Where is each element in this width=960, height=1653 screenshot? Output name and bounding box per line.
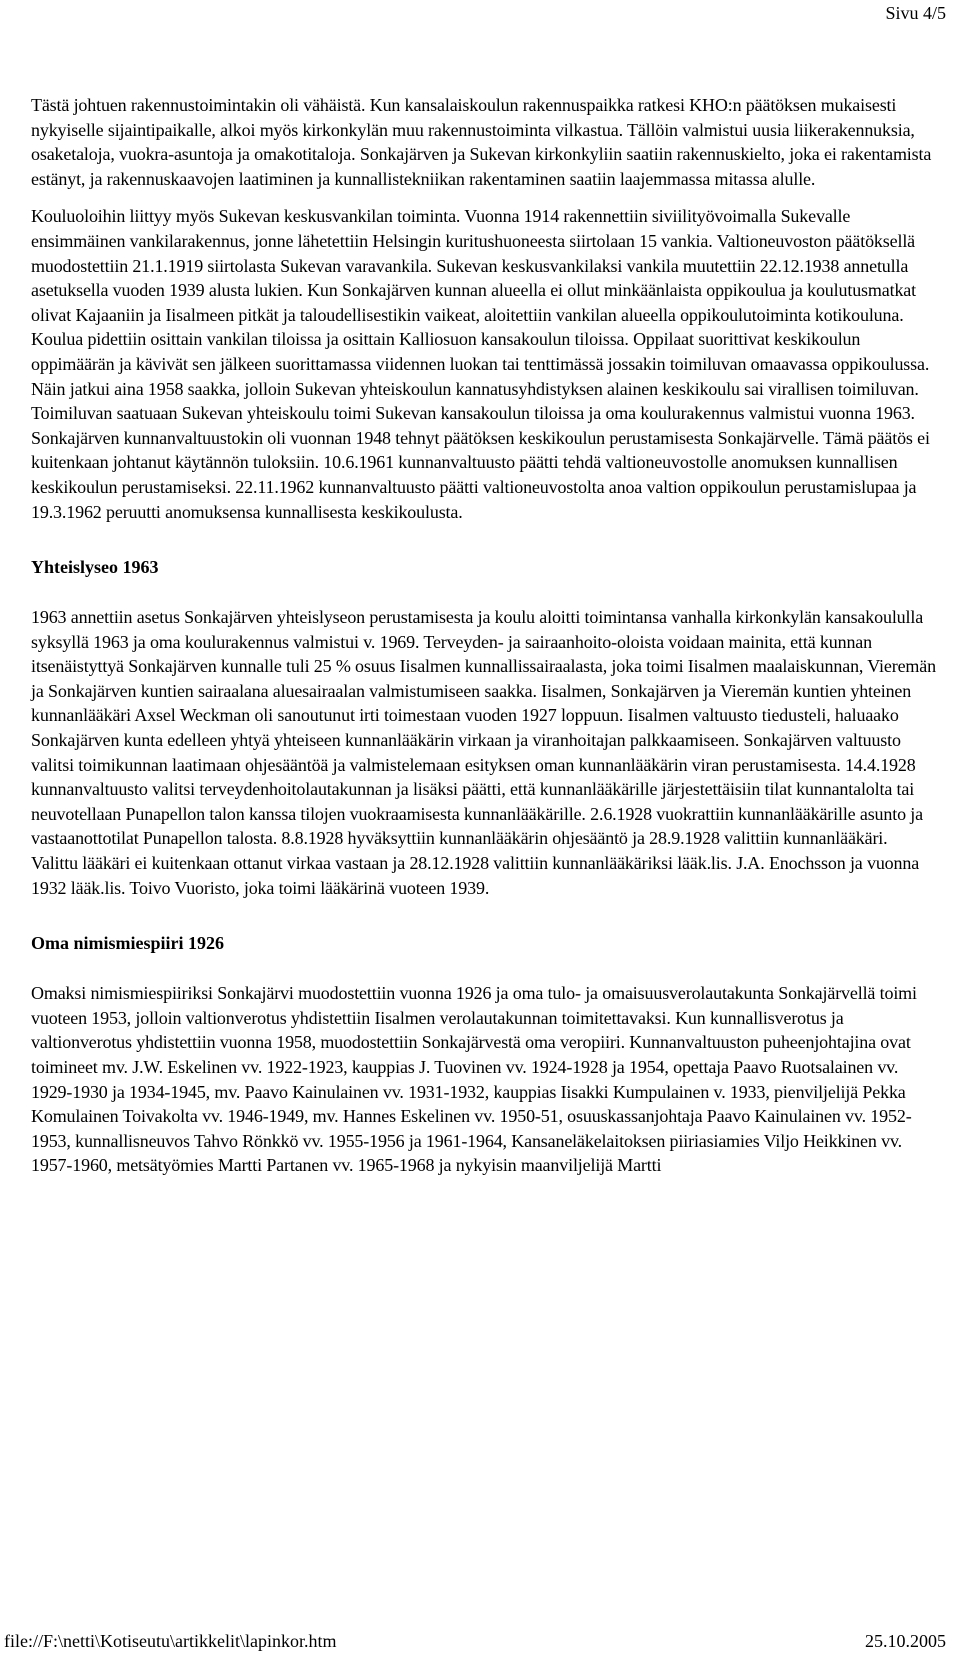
page-footer	[4, 1630, 946, 1652]
heading-nimismiespiiri: Oma nimismiespiiri 1926	[31, 933, 224, 954]
paragraph-prison-schools: Kouluoloihin liittyy myös Sukevan keskusvankilan toiminta. Vuonna 1914 rakennettiin siviilityövoimalla Sukevalle ensimmäinen vankilarakennus, jonne lähetettiin Helsingin kuritushuoneesta siirtolaan 15 vankia. Valtioneuvoston päätöksellä muodostettiin 21.1.1919 siirtolasta Sukevan varavankila. Sukevan keskusvankilaksi vankila muutettiin 22.12.1938 annetulla asetuksella vuoden 1939 alusta lukien. Kun Sonkajärven kunnan alueella ei ollut minkäänlaista oppikoulua ja koulutusmatkat olivat Kajaaniin ja Iisalmeen pitkät ja taloudellisestikin vaikeat, aloitettiin vankilan alueella oppikoulutoiminta kotikouluna. Koulua pidettiin osittain vankilan tiloissa ja osittain Kalliosuon kansakoulun tiloissa. Oppilaat suorittivat keskikoulun oppimäärän ja kävivät sen jälkeen suorittamassa viidennen luokan tai tenttimässä jossakin toimiluvan omaavassa oppikoulussa. Näin jatkui aina 1958 saakka, jolloin Sukevan yhteiskoulun kannatusyhdistyksen alainen keskikoulu sai virallisen toimiluvan. Toimiluvan saatuaan Sukevan yhteiskoulu toimi Sukevan kansakoulun tiloissa ja oma koulurakennus valmistui vuonna 1963. Sonkajärven kunnanvaltuustokin oli vuonnan 1948 tehnyt päätöksen keskikoulun perustamisesta Sonkajärvelle. Tämä päätös ei kuitenkaan johtanut käytännön tuloksiin. 10.6.1961 kunnanvaltuusto päätti tehdä valtioneuvostolle anomuksen kunnallisen keskikoulun perustamiseksi. 22.11.1962 kunnanvaltuusto päätti valtioneuvostolta anoa valtion oppikoulun perustamislupaa ja 19.3.1962 peruutti anomuksensa kunnallisesta keskikoulusta.	[31, 206, 930, 522]
file-path: file://F:\netti\Kotiseutu\artikkelit\lapinkor.htm	[4, 1631, 337, 1651]
heading-yhteislyseo: Yhteislyseo 1963	[31, 557, 159, 578]
article-body	[31, 93, 936, 1178]
paragraph-district: Omaksi nimismiespiiriksi Sonkajärvi muodostettiin vuonna 1926 ja oma tulo- ja omaisuusverolautakunta Sonkajärvellä toimi vuoteen 1953, jolloin valtionverotus yhdistettiin Iisalmen verolautakunnan toimitettavaksi. Kun kunnallisverotus ja valtionverotus yhdistettiin vuonna 1958, muodostettiin Sonkajärvestä oma veropiiri. Kunnanvaltuuston puheenjohtajina ovat toimineet mv. J.W. Eskelinen vv. 1922-1923, kauppias J. Tuovinen vv. 1924-1928 ja 1954, opettaja Paavo Ruotsalainen vv. 1929-1930 ja 1934-1945, mv. Paavo Kainulainen vv. 1931-1932, kauppias Iisakki Kumpulainen v. 1933, pienviljelijä Pekka Komulainen Toivakolta vv. 1946-1949, mv. Hannes Eskelinen vv. 1950-51, osuuskassanjohtaja Paavo Kainulainen vv. 1952-1953, kunnallisneuvos Tahvo Rönkkö vv. 1955-1956 ja 1961-1964, Kansaneläkelaitoksen piiriasiamies Viljo Heikkinen vv. 1957-1960, metsätyömies Martti Partanen vv. 1965-1968 ja nykyisin maanviljelijä Martti	[31, 983, 917, 1176]
paragraph-construction: Tästä johtuen rakennustoimintakin oli vähäistä. Kun kansalaiskoulun rakennuspaikka ratkesi KHO:n päätöksen mukaisesti nykyiselle sijaintipaikalle, alkoi myös kirkonkylän muu rakennustoiminta vilkastua. Tällöin valmistui uusia liikerakennuksia, osaketaloja, vuokra-asuntoja ja omakotitaloja. Sonkajärven ja Sukevan kirkonkyliin saatiin rakennuskielto, joka ei rakentamista estänyt, ja rakennuskaavojen laatiminen ja kunnallistekniikan rakentaminen saatiin laajemmassa mitassa alulle.	[31, 95, 932, 189]
print-date: 25.10.2005	[865, 1631, 946, 1651]
paragraph-health-care: 1963 annettiin asetus Sonkajärven yhteislyseon perustamisesta ja koulu aloitti toimintansa vanhalla kirkonkylän kansakoululla syksyllä 1963 ja oma koulurakennus valmistui v. 1969. Terveyden- ja sairaanhoito-oloista voidaan mainita, että kunnan itsenäistyttyä Sonkajärven kunnalle tuli 25 % osuus Iisalmen kunnallissairaalasta, joka toimi Iisalmen maalaiskunnan, Vieremän ja Sonkajärven kuntien sairaalana aluesairaalan valmistumiseen saakka. Iisalmen, Sonkajärven ja Vieremän kuntien yhteinen kunnanlääkäri Axsel Weckman oli sanoutunut irti toimestaan vuoden 1927 loppuun. Iisalmen valtuusto tiedusteli, haluaako Sonkajärven kunta edelleen yhtyä yhteiseen kunnanlääkärin virkaan ja viranhoitajan palkkaamiseen. Sonkajärven valtuusto valitsi toimikunnan laatimaan ohjesääntöä ja valmistelemaan esityksen oman kunnanlääkärin viran perustamisesta. 14.4.1928 kunnanvaltuusto valitsi terveydenhoitolautakunnan ja lisäksi päätti, että kunnanlääkärille järjestettäisiin tilat kunnantalolta tai neuvotellaan Punapellon talon kanssa tilojen vuokraamisesta kunnanlääkärille. 2.6.1928 vuokrattiin kunnanlääkärille asunto ja vastaanottotilat Punapellon talosta. 8.8.1928 hyväksyttiin kunnanlääkärin ohjesääntö ja 28.9.1928 valittiin kunnanlääkäri. Valittu lääkäri ei kuitenkaan ottanut virkaa vastaan ja 28.12.1928 valittiin kunnanlääkäriksi lääk.lis. J.A. Enochsson ja vuonna 1932 lääk.lis. Toivo Vuoristo, joka toimi lääkärinä vuoteen 1939.	[31, 607, 936, 898]
page-number: Sivu 4/5	[885, 3, 946, 23]
